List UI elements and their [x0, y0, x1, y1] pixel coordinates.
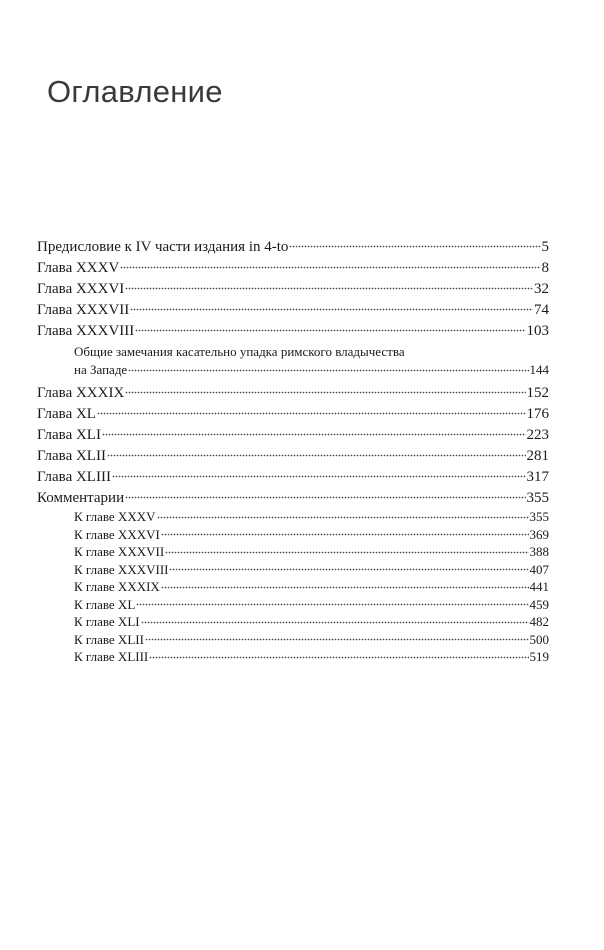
- dot-leader: [97, 403, 526, 418]
- dot-leader: [102, 424, 526, 439]
- toc-entry-label-line1: Общие замечания касательно упадка римского владычества: [74, 344, 405, 359]
- toc-entry-page: 355: [529, 509, 549, 524]
- toc-entry-label: Глава XXXVII: [37, 302, 130, 318]
- toc-entry-page: 103: [526, 323, 549, 339]
- dot-leader: [130, 299, 533, 314]
- toc-entry-label: К главе XLI: [74, 614, 140, 629]
- toc-entry-label: К главе XXXIX: [74, 579, 160, 594]
- toc-entry-commentary-item[interactable]: [37, 508, 549, 526]
- toc-entry-label: Предисловие к IV части издания in 4-to: [37, 239, 289, 255]
- toc-entry-chapter[interactable]: [37, 299, 549, 320]
- dot-leader: [125, 278, 533, 293]
- page-title: Оглавление: [47, 74, 223, 109]
- toc-entry-label: К главе XXXVI: [74, 526, 160, 542]
- toc-entry-page: 32: [534, 281, 549, 297]
- toc-entry-commentary-item[interactable]: [37, 561, 549, 579]
- toc-entry-commentary-item[interactable]: [37, 526, 549, 544]
- toc-entry-label: Глава XXXV: [37, 260, 120, 276]
- toc-entry-page: 407: [529, 561, 549, 577]
- toc-entry-page: 281: [526, 448, 549, 464]
- dot-leader: [136, 596, 528, 609]
- toc-entry-page: 482: [529, 614, 549, 629]
- dot-leader: [135, 320, 525, 335]
- toc-entry-page: 8: [541, 260, 549, 276]
- toc-entry-page: 388: [529, 544, 549, 559]
- toc-entry-page: 144: [529, 362, 549, 377]
- toc-entry-chapter[interactable]: [37, 382, 549, 403]
- toc-entry-label: К главе XL: [74, 596, 136, 612]
- toc-entry-label: Глава XXXVI: [37, 281, 125, 297]
- table-of-contents: [37, 236, 549, 666]
- toc-entry-page: 317: [526, 469, 549, 485]
- toc-entry-label: Глава XLIII: [37, 469, 111, 485]
- toc-entry-page: 5: [541, 239, 549, 255]
- toc-entry-label: Глава XL: [37, 406, 96, 422]
- toc-entry-label: К главе XLIII: [74, 649, 149, 664]
- toc-entry-label: К главе XLII: [74, 631, 144, 647]
- toc-entry-page: 74: [534, 302, 549, 318]
- dot-leader: [157, 508, 529, 521]
- dot-leader: [149, 648, 528, 661]
- toc-entry-page: 459: [529, 596, 549, 612]
- toc-entry-label: Глава XLI: [37, 427, 101, 443]
- dot-leader: [289, 236, 540, 251]
- dot-leader: [128, 361, 528, 374]
- toc-entry-commentary-item[interactable]: [37, 613, 549, 631]
- dot-leader: [141, 613, 529, 626]
- toc-entry-label: Глава XXXVIII: [37, 323, 135, 339]
- toc-entry-preface[interactable]: [37, 236, 549, 257]
- toc-entry-commentary-item[interactable]: [37, 543, 549, 561]
- toc-entry-label: К главе XXXVII: [74, 544, 165, 559]
- toc-entry-chapter[interactable]: [37, 278, 549, 299]
- dot-leader: [107, 445, 526, 460]
- dot-leader: [165, 543, 528, 556]
- toc-entry-chapter[interactable]: [37, 403, 549, 424]
- dot-leader: [125, 487, 525, 502]
- toc-entry-commentary-item[interactable]: [37, 596, 549, 614]
- toc-entry-commentary-item[interactable]: [37, 631, 549, 649]
- toc-entry-commentary[interactable]: [37, 487, 549, 508]
- toc-entry-page: 519: [529, 649, 549, 664]
- toc-entry-commentary-item[interactable]: [37, 648, 549, 666]
- toc-entry-label: К главе XXXVIII: [74, 561, 169, 577]
- toc-entry-label: Комментарии: [37, 490, 125, 506]
- toc-entry-chapter[interactable]: [37, 445, 549, 466]
- toc-entry-label-line2: на Западе: [74, 362, 128, 377]
- dot-leader: [125, 382, 525, 397]
- toc-entry-page: 176: [526, 406, 549, 422]
- dot-leader: [120, 257, 540, 272]
- toc-entry-label: К главе XXXV: [74, 509, 156, 524]
- toc-entry-label: Глава XLII: [37, 448, 106, 464]
- toc-entry-chapter[interactable]: [37, 257, 549, 278]
- toc-entry-commentary-item[interactable]: [37, 578, 549, 596]
- toc-entry-chapter[interactable]: [37, 320, 549, 341]
- toc-entry-page: 152: [526, 385, 549, 401]
- toc-entry-chapter[interactable]: [37, 466, 549, 487]
- toc-entry-general-remarks[interactable]: [37, 343, 549, 379]
- dot-leader: [169, 561, 528, 574]
- toc-entry-row: [74, 361, 549, 379]
- dot-leader: [161, 526, 529, 539]
- toc-entry-page: 355: [526, 490, 549, 506]
- toc-entry-page: 369: [529, 526, 549, 542]
- toc-entry-label: Глава XXXIX: [37, 385, 125, 401]
- toc-entry-page: 500: [529, 631, 549, 647]
- dot-leader: [161, 578, 529, 591]
- toc-entry-page: 441: [529, 579, 549, 594]
- dot-leader: [112, 466, 526, 481]
- dot-leader: [145, 631, 529, 644]
- toc-entry-page: 223: [526, 427, 549, 443]
- toc-entry-chapter[interactable]: [37, 424, 549, 445]
